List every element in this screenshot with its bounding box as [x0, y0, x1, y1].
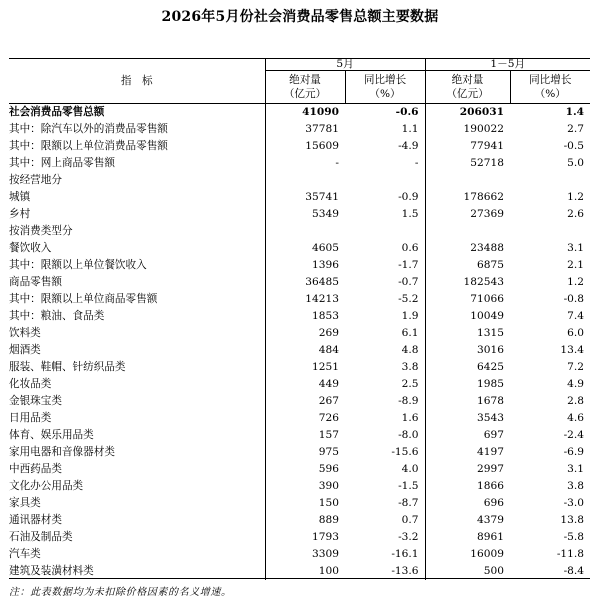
cum-yoy-cell: 2.7	[567, 123, 585, 135]
month-abs-cell: 100	[265, 563, 345, 580]
cum-yoy-cell: 4.6	[567, 412, 585, 424]
cum-abs-cell: 1866	[425, 478, 510, 495]
yoy-label: 同比增长	[363, 74, 407, 86]
cum-yoy-cell: 7.4	[567, 310, 585, 322]
table-row	[9, 308, 590, 325]
table-row	[9, 393, 590, 410]
month-abs-cell: 390	[265, 478, 345, 495]
row-label: 饮料类	[9, 327, 41, 339]
cum-abs-cell	[425, 223, 510, 240]
table-row	[9, 342, 590, 359]
month-yoy-cell	[345, 172, 425, 189]
month-abs-cell: 269	[265, 325, 345, 342]
yoy-unit-label: （%）	[534, 88, 566, 100]
month-yoy-cell: -8.9	[398, 395, 419, 407]
month-yoy-cell: 1.1	[401, 123, 419, 135]
cum-yoy-cell: -0.8	[563, 293, 585, 305]
month-yoy-cell: 1.9	[401, 310, 419, 322]
month-abs-cell: 267	[265, 393, 345, 410]
month-yoy-cell: -	[414, 157, 419, 169]
row-label: 其中：限额以上单位商品零售额	[9, 293, 158, 305]
cum-yoy-cell	[510, 172, 590, 189]
month-yoy-cell: -0.9	[398, 191, 419, 203]
row-label: 中西药品类	[9, 463, 62, 475]
month-yoy-cell: -1.5	[398, 480, 419, 492]
month-yoy-cell: 4.8	[401, 344, 419, 356]
month-yoy-cell: -0.7	[398, 276, 419, 288]
row-label: 家用电器和音像器材类	[9, 446, 115, 458]
table-row	[9, 223, 590, 240]
page-title: 2026年5月份社会消费品零售总额主要数据	[161, 9, 439, 25]
month-yoy-cell: 0.6	[401, 242, 419, 254]
month-abs-cell: 37781	[265, 121, 345, 138]
month-abs-cell: 1793	[265, 529, 345, 546]
cum-abs-cell: 696	[425, 495, 510, 512]
table-row	[9, 240, 590, 257]
month-abs-cell: 449	[265, 376, 345, 393]
month-abs-cell: 5349	[265, 206, 345, 223]
table-row	[9, 257, 590, 274]
table-body	[9, 104, 590, 581]
row-label: 通讯器材类	[9, 514, 62, 526]
cum-yoy-cell: 13.8	[560, 514, 585, 526]
cum-abs-cell: 23488	[425, 240, 510, 257]
footnote: 注：此表数据均为未扣除价格因素的名义增速。	[9, 587, 232, 598]
month-abs-cell: 4605	[265, 240, 345, 257]
table-row	[9, 291, 590, 308]
cum-abs-cell: 3543	[425, 410, 510, 427]
month-yoy-cell: 1.6	[401, 412, 419, 424]
row-label: 体育、娱乐用品类	[9, 429, 94, 441]
period-cumulative-header: 1－5月	[425, 59, 590, 71]
row-label: 汽车类	[9, 548, 41, 560]
abs-amount-label: 绝对量	[289, 74, 321, 86]
table-row	[9, 359, 590, 376]
cum-yoy-cell: 2.6	[567, 208, 585, 220]
month-yoy-cell: -3.2	[398, 531, 419, 543]
cum-abs-cell: 697	[425, 427, 510, 444]
cum-abs-cell: 206031	[425, 104, 510, 122]
cum-abs-header	[425, 71, 510, 104]
cum-abs-cell: 500	[425, 563, 510, 580]
cum-abs-cell: 71066	[425, 291, 510, 308]
cum-yoy-cell: -8.4	[563, 565, 585, 577]
month-abs-cell: 1853	[265, 308, 345, 325]
month-abs-cell: 41090	[265, 104, 345, 122]
month-yoy-cell: 1.5	[401, 208, 419, 220]
table-row	[9, 189, 590, 206]
yoy-label: 同比增长	[529, 74, 572, 86]
cum-yoy-cell: 3.8	[567, 480, 585, 492]
yoy-unit-label: （%）	[369, 88, 401, 100]
cum-abs-cell: 52718	[425, 155, 510, 172]
month-abs-cell	[265, 223, 345, 240]
row-label: 建筑及装潢材料类	[9, 565, 94, 577]
row-label: 其中：网上商品零售额	[9, 157, 115, 169]
row-label: 其中：除汽车以外的消费品零售额	[9, 123, 168, 135]
cum-abs-cell: 182543	[425, 274, 510, 291]
row-label: 商品零售额	[9, 276, 62, 288]
row-label: 家具类	[9, 497, 41, 509]
abs-unit-label: （亿元）	[283, 88, 327, 100]
month-yoy-cell: -13.6	[391, 565, 419, 577]
cum-abs-cell: 1315	[425, 325, 510, 342]
month-abs-cell: 1251	[265, 359, 345, 376]
month-yoy-cell: -1.7	[398, 259, 419, 271]
table-row	[9, 155, 590, 172]
row-label: 其中：限额以上单位餐饮收入	[9, 259, 147, 271]
month-yoy-cell: 2.5	[401, 378, 419, 390]
cum-abs-cell: 4379	[425, 512, 510, 529]
month-abs-cell: 150	[265, 495, 345, 512]
row-label: 其中：粮油、食品类	[9, 310, 105, 322]
table-row	[9, 138, 590, 155]
cum-yoy-cell: -2.4	[563, 429, 585, 441]
month-yoy-cell: -0.6	[345, 104, 425, 122]
indicator-header: 指 标	[120, 74, 153, 87]
month-abs-cell: 3309	[265, 546, 345, 563]
row-label: 其中：限额以上单位消费品零售额	[9, 140, 168, 152]
table-row	[9, 376, 590, 393]
abs-unit-label: （亿元）	[446, 88, 489, 100]
table-header	[9, 59, 590, 104]
cum-yoy-cell: -0.5	[563, 140, 585, 152]
cum-yoy-cell: 2.8	[567, 395, 585, 407]
cum-abs-cell: 8961	[425, 529, 510, 546]
row-label: 文化办公用品类	[9, 480, 84, 492]
month-yoy-cell: 6.1	[401, 327, 419, 339]
cum-yoy-cell: -3.0	[563, 497, 585, 509]
table-row	[9, 274, 590, 291]
abs-amount-label: 绝对量	[451, 74, 484, 86]
table-row	[9, 529, 590, 546]
cum-abs-cell: 2997	[425, 461, 510, 478]
row-label: 餐饮收入	[9, 242, 52, 254]
month-abs-cell: -	[265, 155, 345, 172]
table-row	[9, 172, 590, 189]
table-row	[9, 325, 590, 342]
period-month-header: 5月	[265, 59, 425, 71]
row-label: 按消费类型分	[9, 225, 73, 237]
month-yoy-cell	[345, 223, 425, 240]
month-abs-cell	[265, 172, 345, 189]
table-row	[9, 478, 590, 495]
table-bottom-rule	[9, 578, 590, 579]
cum-yoy-cell: 4.9	[567, 378, 585, 390]
month-abs-cell: 36485	[265, 274, 345, 291]
cum-abs-cell: 6875	[425, 257, 510, 274]
table-row	[9, 206, 590, 223]
row-label: 烟酒类	[9, 344, 41, 356]
month-yoy-cell: -4.9	[398, 140, 419, 152]
row-label: 城镇	[9, 191, 31, 203]
cum-abs-cell: 3016	[425, 342, 510, 359]
month-yoy-header	[345, 71, 425, 104]
cum-abs-cell	[425, 172, 510, 189]
month-abs-cell: 889	[265, 512, 345, 529]
cum-yoy-cell: -6.9	[563, 446, 585, 458]
month-yoy-cell: -15.6	[391, 446, 419, 458]
month-yoy-cell: -16.1	[391, 548, 419, 560]
cum-yoy-header	[510, 71, 590, 104]
month-yoy-cell: 0.7	[401, 514, 419, 526]
row-label: 服装、鞋帽、针纺织品类	[9, 361, 126, 373]
cum-yoy-cell	[510, 223, 590, 240]
cum-abs-cell: 1985	[425, 376, 510, 393]
cum-abs-cell: 10049	[425, 308, 510, 325]
month-yoy-cell: -8.7	[398, 497, 419, 509]
table-row	[9, 546, 590, 563]
cum-abs-cell: 16009	[425, 546, 510, 563]
row-label: 化妆品类	[9, 378, 52, 390]
month-yoy-cell: -5.2	[398, 293, 419, 305]
cum-yoy-cell: 1.4	[510, 104, 590, 122]
month-abs-cell: 14213	[265, 291, 345, 308]
cum-abs-cell: 77941	[425, 138, 510, 155]
cum-abs-cell: 178662	[425, 189, 510, 206]
row-label: 社会消费品零售总额	[9, 104, 265, 122]
row-label: 乡村	[9, 208, 31, 220]
month-abs-cell: 1396	[265, 257, 345, 274]
table-row	[9, 104, 590, 122]
table-row	[9, 410, 590, 427]
cum-yoy-cell: 3.1	[567, 242, 585, 254]
month-yoy-cell: 3.8	[401, 361, 419, 373]
cum-abs-cell: 6425	[425, 359, 510, 376]
cum-yoy-cell: 3.1	[567, 463, 585, 475]
cum-yoy-cell: 1.2	[567, 276, 585, 288]
table-row	[9, 461, 590, 478]
table-row	[9, 512, 590, 529]
month-abs-cell: 15609	[265, 138, 345, 155]
month-abs-cell: 726	[265, 410, 345, 427]
month-abs-cell: 157	[265, 427, 345, 444]
cum-abs-cell: 27369	[425, 206, 510, 223]
month-abs-cell: 596	[265, 461, 345, 478]
cum-yoy-cell: 7.2	[567, 361, 585, 373]
cum-yoy-cell: 13.4	[560, 344, 585, 356]
table-row	[9, 444, 590, 461]
cum-yoy-cell: -5.8	[563, 531, 585, 543]
row-label: 金银珠宝类	[9, 395, 62, 407]
month-abs-cell: 35741	[265, 189, 345, 206]
cum-abs-cell: 190022	[425, 121, 510, 138]
table-row	[9, 121, 590, 138]
month-yoy-cell: 4.0	[401, 463, 419, 475]
table-row	[9, 495, 590, 512]
cum-yoy-cell: 6.0	[567, 327, 585, 339]
cum-abs-cell: 1678	[425, 393, 510, 410]
month-abs-cell: 484	[265, 342, 345, 359]
row-label: 日用品类	[9, 412, 52, 424]
month-abs-cell: 975	[265, 444, 345, 461]
row-label: 按经营地分	[9, 174, 62, 186]
month-yoy-cell: -8.0	[398, 429, 419, 441]
row-label: 石油及制品类	[9, 531, 73, 543]
retail-sales-table	[9, 59, 590, 580]
cum-abs-cell: 4197	[425, 444, 510, 461]
cum-yoy-cell: -11.8	[556, 548, 585, 560]
month-abs-header	[265, 71, 345, 104]
table-row	[9, 427, 590, 444]
cum-yoy-cell: 5.0	[567, 157, 585, 169]
cum-yoy-cell: 2.1	[567, 259, 585, 271]
cum-yoy-cell: 1.2	[567, 191, 585, 203]
